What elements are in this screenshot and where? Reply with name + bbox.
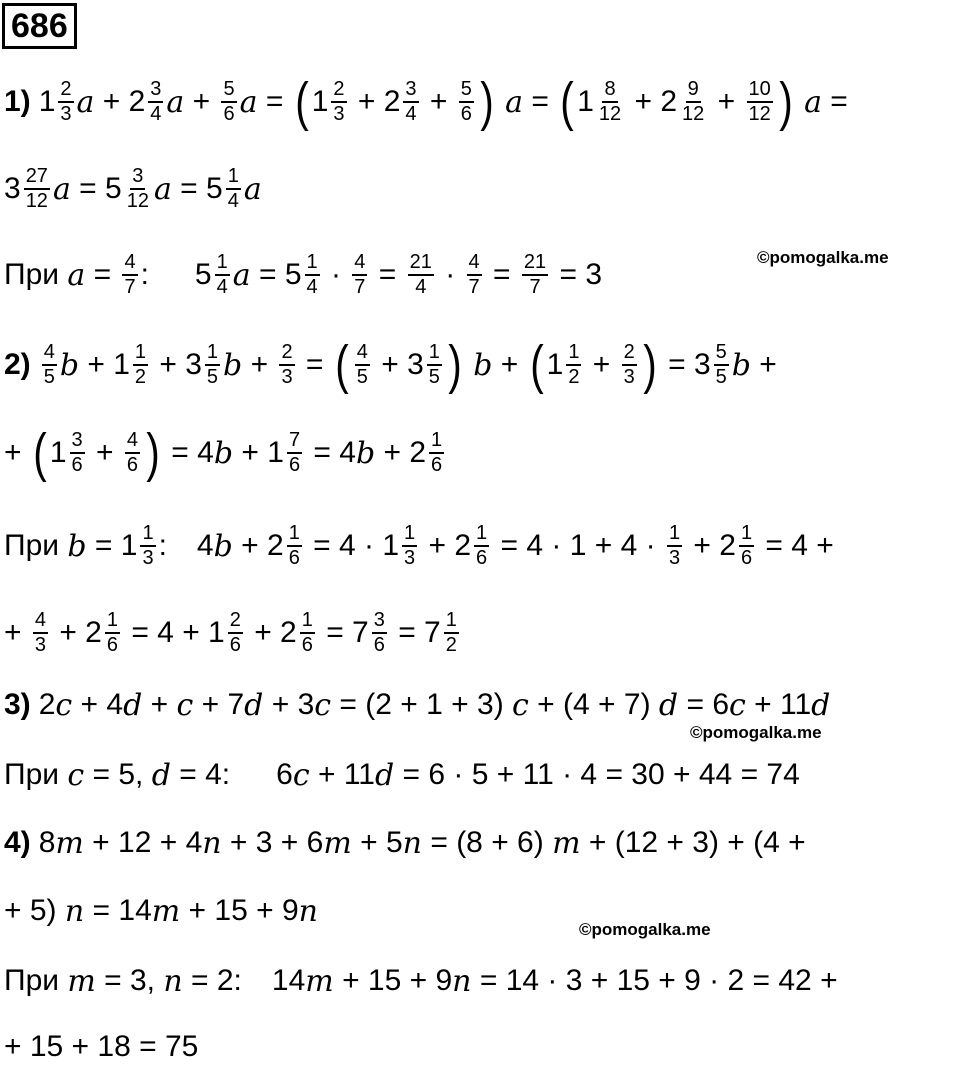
watermark-3: ©pomogalka.me: [579, 920, 711, 939]
part-3-line-2: При c = 5, d = 4: 6 c + 11 d = 6 · 5 + 11 · 4 = 30 + 44 = 74: [4, 757, 800, 793]
pri-word: При: [4, 529, 60, 562]
part-4-line-1: 4) 8 m + 12 + 4 n + 3 + 6 m + 5 n = (8 + 6) m + (12 + 3) + (4 +: [4, 825, 806, 861]
part-1-line-1: 1) 1 $\frac{2}{3}$ a + 2 $\frac{3}{4}$ a + $\frac{5}{6}$ a = ( 1 $\frac{2}{3}$ + 2 $\frac{3}{4}$ + $\frac{5}{6}$ ) a = ( 1 $\frac{8}{12}$ + 2 $\frac{9}{12}$ + $\frac{10}{12}$ ) a =: [4, 72, 848, 132]
part-4-line-3: При m = 3, n = 2: 14 m + 15 + 9 n = 14 · 3 + 15 + 9 · 2 = 42 +: [4, 963, 838, 999]
part-2-line-1: 2) $\frac{4}{5}$ b + 1 $\frac{1}{2}$ + 3 $\frac{1}{5}$ b + $\frac{2}{3}$ = ( $\frac{4}{5}$ + 3 $\frac{1}{5}$ ) b + ( 1 $\frac{1}{2}$ + $\frac{2}{3}$ ) = 3 $\frac{5}{5}$ b +: [4, 335, 777, 395]
watermark-1: ©pomogalka.me: [757, 248, 889, 267]
watermark-2: ©pomogalka.me: [690, 723, 822, 742]
pri-word: При: [4, 758, 60, 791]
part-3-label: 3): [4, 688, 31, 721]
problem-number: 686: [2, 3, 77, 49]
part-2-label: 2): [4, 348, 31, 381]
part-2-line-2: + ( 1 $\frac{3}{6}$ + $\frac{4}{6}$ ) = 4 b + 1 $\frac{7}{6}$ = 4 b + 2 $\frac{1}{6}$: [4, 423, 443, 483]
part-4-label: 4): [4, 826, 31, 859]
part-4-line-4: + 15 + 18 = 75: [4, 1030, 199, 1063]
part-1-line-2: 3 $\frac{27}{12}$ a = 5 $\frac{3}{12}$ a = 5 $\frac{1}{4}$ a: [4, 165, 262, 212]
part-3-line-1: 3) 2 c + 4 d + c + 7 d + 3 c = (2 + 1 + 3) c + (4 + 7) d = 6 c + 11 d: [4, 687, 831, 723]
part-1-label: 1): [4, 85, 31, 118]
part-2-line-3: При b = 1 $\frac{1}{3}$ : 4 b + 2 $\frac{1}{6}$ = 4 · 1 $\frac{1}{3}$ + 2 $\frac{1}{6}$ = 4 · 1 + 4 · $\frac{1}{3}$ + 2 $\frac{1}{6}$ = 4 +: [4, 522, 834, 569]
part-1-line-3: При a = $\frac{4}{7}$ : 5 $\frac{1}{4}$ a = 5 $\frac{1}{4}$ · $\frac{4}{7}$ = $\frac{21}{4}$ · $\frac{4}{7}$ = $\frac{21}{7}$ = 3: [4, 251, 602, 298]
pri-word: При: [4, 258, 60, 291]
part-4-line-2: + 5) n = 14 m + 15 + 9 n: [4, 893, 318, 929]
pri-word: При: [4, 964, 60, 997]
part-2-line-4: + $\frac{4}{3}$ + 2 $\frac{1}{6}$ = 4 + 1 $\frac{2}{6}$ + 2 $\frac{1}{6}$ = 7 $\frac{3}{6}$ = 7 $\frac{1}{2}$: [4, 609, 457, 656]
